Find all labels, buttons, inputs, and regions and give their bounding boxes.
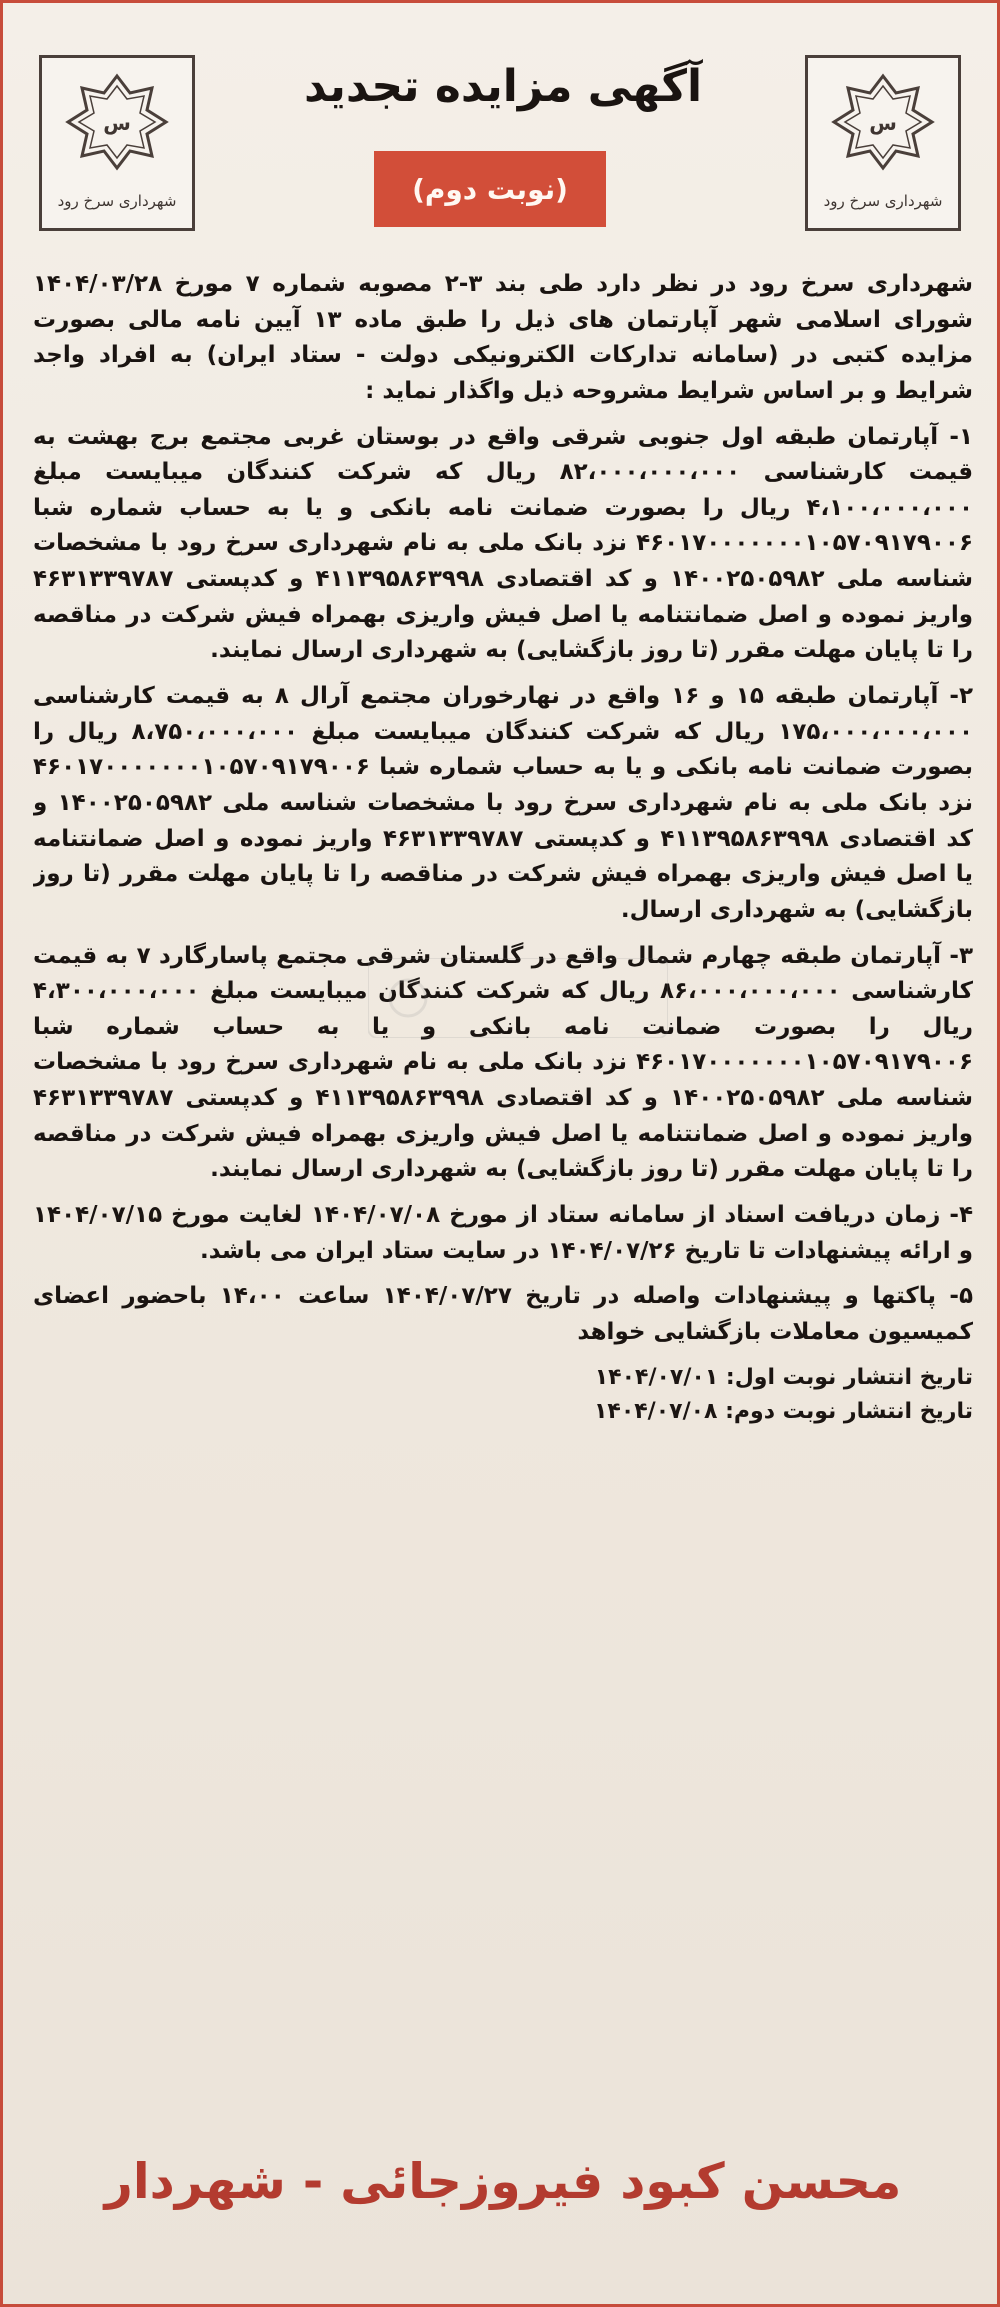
municipality-logo-right bbox=[805, 55, 961, 231]
intro-paragraph: شهرداری سرخ رود در نظر دارد طی بند ۳-۲ مصوبه شماره ۷ مورخ ۱۴۰۴/۰۳/۲۸ شورای اسلامی شهر آپارتمان های ذیل را طبق ماده ۱۳ آیین نامه مالی بصورت مزایده کتبی در (سامانه تدارکات الکترونیکی دولت - ستاد ایران) به افراد واجد شرایط و بر اساس شرایط مشروحه ذیل واگذار نماید : bbox=[33, 271, 973, 404]
item-2-paragraph: ۲- آپارتمان طبقه ۱۵ و ۱۶ واقع در نهارخوران مجتمع آرال ۸ به قیمت کارشناسی ۱۷۵،۰۰۰،۰۰۰،۰۰۰ ریال که شرکت کنندگان میبایست مبلغ ۸،۷۵۰،۰۰۰،۰۰۰ ریال را بصورت ضمانت نامه بانکی و یا به حساب شماره شبا ۴۶۰۱۷۰۰۰۰۰۰۰۱۰۵۷۰۹۱۷۹۰۰۶ نزد بانک ملی به نام شهرداری سرخ رود با مشخصات شناسه ملی ۱۴۰۰۲۵۰۵۹۸۲ و کد اقتصادی ۴۱۱۳۹۵۸۶۳۹۹۸ و کدپستی ۴۶۳۱۳۳۹۷۸۷ واریز نموده و اصل ضمانتنامه یا اصل فیش واریزی بهمراه فیش شرکت در مناقصه را تا پایان مهلت مقرر (تا روز بازگشایی) به شهرداری ارسال. bbox=[33, 683, 973, 923]
publish-date-first: تاریخ انتشار نوبت اول: ۱۴۰۴/۰۷/۰۱ bbox=[594, 1364, 973, 1390]
publish-date-second: تاریخ انتشار نوبت دوم: ۱۴۰۴/۰۷/۰۸ bbox=[593, 1398, 973, 1424]
item-3-paragraph: ۳- آپارتمان طبقه چهارم شمال واقع در گلستان شرقی مجتمع پاسارگارد ۷ به قیمت کارشناسی ۸۶،۰۰۰،۰۰۰،۰۰۰ ریال که شرکت کنندگان میبایست مبلغ ۴،۳۰۰،۰۰۰،۰۰۰ ریال را بصورت ضمانت نامه بانکی و یا به حساب شماره شبا ۴۶۰۱۷۰۰۰۰۰۰۰۱۰۵۷۰۹۱۷۹۰۰۶ نزد بانک ملی به نام شهرداری سرخ رود با مشخصات شناسه ملی ۱۴۰۰۲۵۰۵۹۸۲ و کد اقتصادی ۴۱۱۳۹۵۸۶۳۹۹۸ و کدپستی ۴۶۳۱۳۳۹۷۸۷ واریز نموده و اصل ضمانتنامه یا اصل فیش واریزی بهمراه فیش شرکت در مناقصه را تا پایان مهلت مقرر (تا روز بازگشایی) به شهرداری ارسال نمایند. bbox=[33, 942, 973, 1183]
page-title: آگهی مزایده تجدید bbox=[303, 61, 703, 112]
item-5-paragraph: ۵- پاکتها و پیشنهادات واصله در تاریخ ۱۴۰۴/۰۷/۲۷ ساعت ۱۴،۰۰ باحضور اعضای کمیسیون معاملات بازگشایی خواهد bbox=[33, 1283, 973, 1345]
logo-caption-right: شهرداری سرخ رود bbox=[823, 192, 943, 210]
signature-line: محسن کبود فیروزجائی - شهردار bbox=[104, 2153, 902, 2210]
svg-text:س: س bbox=[869, 111, 897, 135]
item-1-paragraph: ۱- آپارتمان طبقه اول جنوبی شرقی واقع در بوستان غربی مجتمع برج بهشت به قیمت کارشناسی ۸۲،۰۰۰،۰۰۰،۰۰۰ ریال که شرکت کنندگان میبایست مبلغ ۴،۱۰۰،۰۰۰،۰۰۰ ریال را بصورت ضمانت نامه بانکی و یا به حساب شماره شبا ۴۶۰۱۷۰۰۰۰۰۰۰۱۰۵۷۰۹۱۷۹۰۰۶ نزد بانک ملی به نام شهرداری سرخ رود با مشخصات شناسه ملی ۱۴۰۰۲۵۰۵۹۸۲ و کد اقتصادی ۴۱۱۳۹۵۸۶۳۹۹۸ و کدپستی ۴۶۳۱۳۳۹۷۸۷ واریز نموده و اصل ضمانتنامه یا اصل فیش واریزی بهمراه فیش شرکت در مناقصه را تا پایان مهلت مقرر (تا روز بازگشایی) به شهرداری ارسال نمایند. bbox=[33, 423, 973, 664]
item-4-paragraph: ۴- زمان دریافت اسناد از سامانه ستاد از مورخ ۱۴۰۴/۰۷/۰۸ لغایت مورخ ۱۴۰۴/۰۷/۱۵ و ارائه پیشنهادات تا تاریخ ۱۴۰۴/۰۷/۲۶ در سایت ستاد ایران می باشد. bbox=[33, 1202, 973, 1264]
star-emblem-icon bbox=[52, 68, 182, 188]
municipality-logo-left bbox=[39, 55, 195, 231]
logo-caption-left: شهرداری سرخ رود bbox=[57, 192, 177, 210]
svg-text:س: س bbox=[103, 111, 131, 135]
star-emblem-icon bbox=[818, 68, 948, 188]
edition-badge: (نوبت دوم) bbox=[374, 151, 606, 227]
ad-body bbox=[33, 267, 973, 2047]
